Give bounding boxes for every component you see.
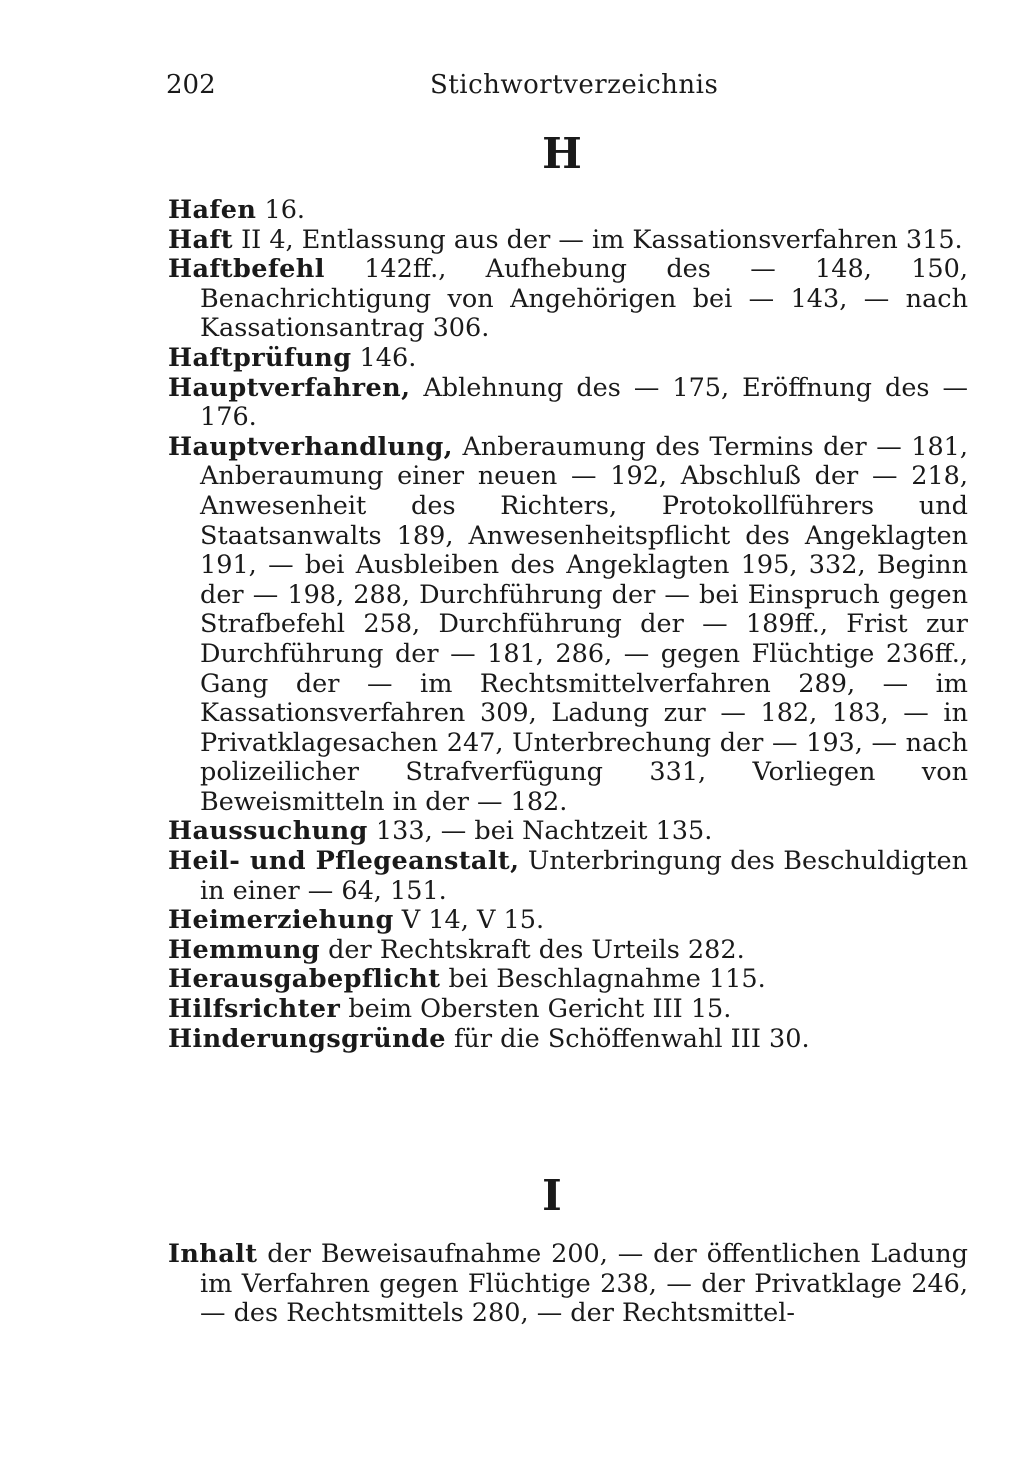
entry-text: der Rechtskraft des Urteils 282.	[320, 934, 745, 965]
entry-keyword: Hinderungsgründe	[168, 1023, 446, 1054]
index-entry-haftbefehl	[168, 255, 968, 344]
index-entry-hafen	[168, 196, 968, 226]
entry-keyword: Hauptverhandlung,	[168, 431, 453, 462]
entry-text: Unterbringung des Beschuldigten in einer — 64, 151.	[200, 846, 969, 906]
entry-keyword: Hafen	[168, 195, 257, 225]
index-entry-haft	[168, 226, 968, 256]
entry-keyword: Heimerziehung	[168, 905, 394, 936]
entry-text: 146.	[351, 342, 417, 373]
entry-keyword: Haftbefehl	[168, 254, 325, 285]
entry-keyword: Inhalt	[168, 1239, 258, 1269]
entry-keyword: Hemmung	[168, 934, 320, 965]
index-entry-inhalt	[168, 1240, 968, 1329]
entry-text: V 14, V 15.	[393, 905, 545, 936]
index-entry-heimerziehung	[168, 906, 968, 936]
entry-text: Anberaumung des Termins der — 181, Anberaumung einer neuen — 192, Abschluß der — 218, Anwesenheit des Richters, Protokollführers und Staatsanwalts 189, Anwesenheitspflicht des Angeklagten 191, — bei Ausbleiben des Angeklagten 195, 332, Beginn der — 198, 288, Durchführung der — bei Einspruch gegen Strafbefehl 258, Durchführung der — 189ff., Frist zur Durchführung der — 181, 286, — gegen Flüchtige 236ff., Gang der — im Rechtsmittelverfahren 289, — im Kassationsverfahren 309, Ladung zur — 182, 183, — in Privatklagesachen 247, Unterbrechung der — 193, — nach polizeilicher Strafverfügung 331, Vorliegen von Beweismitteln in der — 182.	[200, 431, 968, 817]
entry-keyword: Herausgabepflicht	[168, 964, 441, 995]
section-letter-i: I	[542, 1171, 562, 1220]
index-entry-hemmung	[168, 936, 968, 966]
entry-keyword: Haftprüfung	[168, 342, 352, 373]
entry-text: 142ff., Aufhebung des — 148, 150, Benachrichtigung von Angehörigen bei — 143, — nach Kassationsantrag 306.	[200, 254, 968, 344]
entry-text: bei Beschlagnahme 115.	[440, 964, 766, 995]
entry-text: 133, — bei Nachtzeit 135.	[367, 816, 713, 847]
index-entry-hilfsrichter	[168, 995, 968, 1025]
entry-keyword: Haussuchung	[168, 816, 368, 847]
index-entry-hauptverfahren	[168, 374, 968, 433]
index-entry-hinderungsgruende	[168, 1025, 968, 1055]
entry-text: für die Schöffenwahl III 30.	[445, 1023, 810, 1054]
entry-keyword: Heil- und Pflegeanstalt,	[168, 846, 520, 877]
index-entry-hauptverhandlung	[168, 433, 968, 818]
entry-text: Ablehnung des — 175, Eröffnung des — 176.	[200, 372, 968, 433]
index-entry-herausgabepflicht	[168, 965, 968, 995]
section-letter-h: H	[542, 129, 582, 178]
index-entry-haftpruefung	[168, 344, 968, 374]
entry-keyword: Hilfsrichter	[168, 994, 341, 1025]
index-entries-h	[168, 196, 968, 1054]
index-entries-i	[168, 1240, 968, 1329]
entry-text: beim Obersten Gericht III 15.	[340, 994, 732, 1025]
entry-text: II 4, Entlassung aus der — im Kassationsverfahren 315.	[232, 224, 963, 255]
entry-keyword: Haft	[168, 224, 233, 255]
entry-keyword: Hauptverfahren,	[168, 372, 411, 403]
index-entry-heil-und-pflegeanstalt	[168, 847, 968, 906]
page-header	[166, 70, 966, 110]
entry-text: der Beweisaufnahme 200, — der öffentlichen Ladung im Verfahren gegen Flüchtige 238, — der Privatklage 246, — des Rechtsmittels 280, — der Rechtsmittel-	[200, 1239, 968, 1329]
running-head: Stichwortverzeichnis	[430, 70, 719, 100]
entry-text: 16.	[256, 195, 306, 225]
index-entry-haussuchung	[168, 817, 968, 847]
page-number: 202	[166, 70, 216, 100]
